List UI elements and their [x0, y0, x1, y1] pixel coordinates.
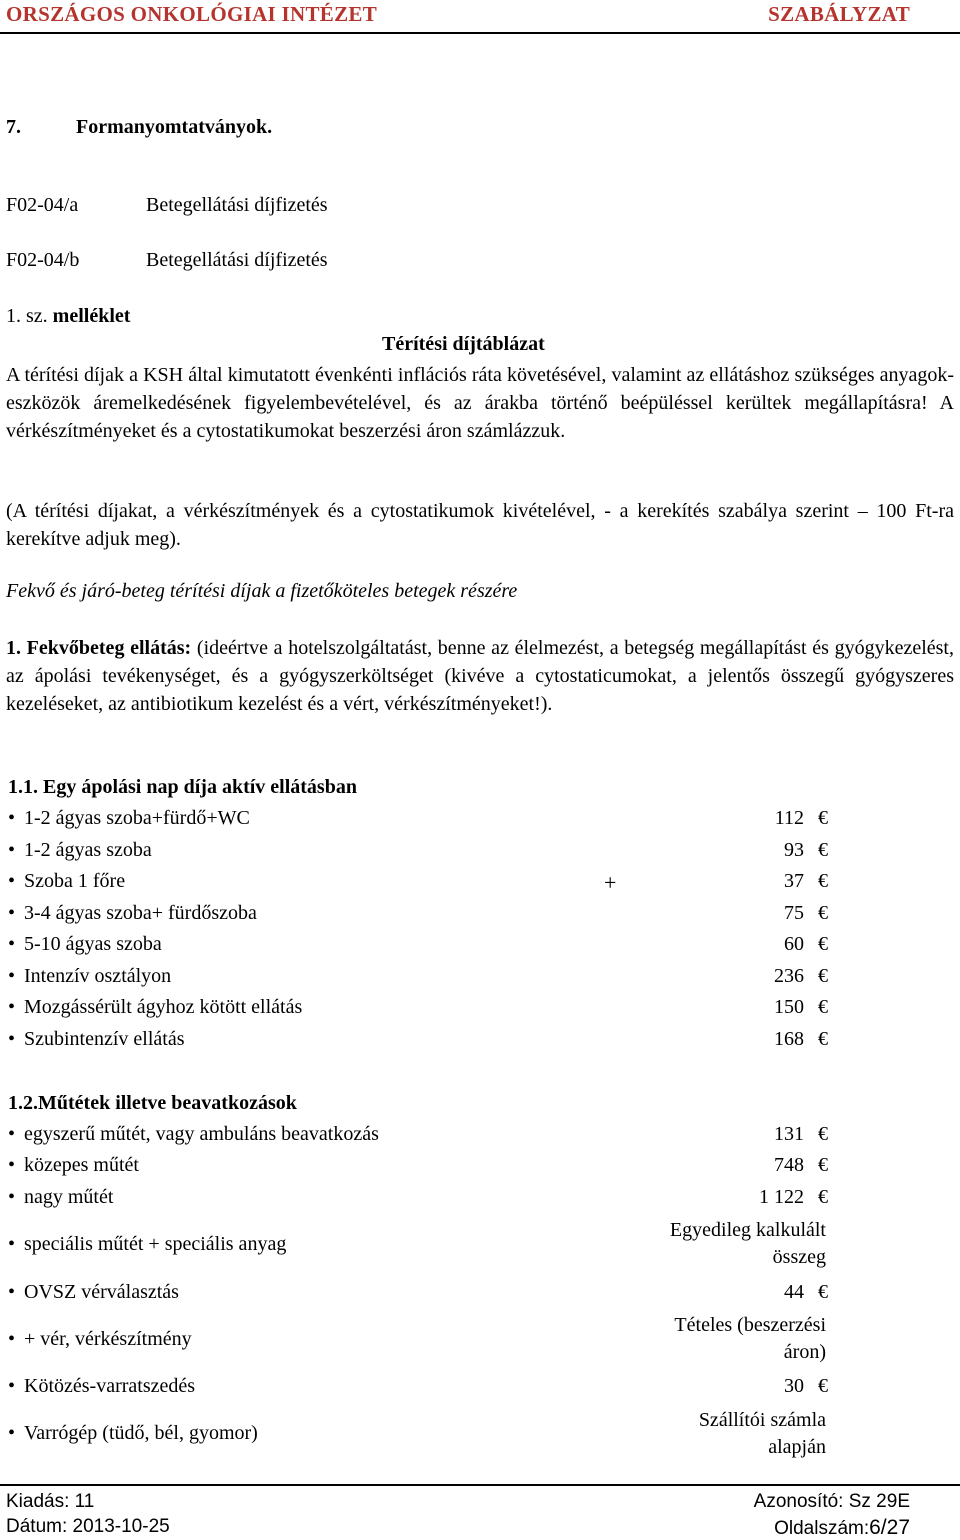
inpatient-text: (ideértve a hotelszolgáltatást, benne az élelmezést, a betegség megállapítást és gyógykezelést, az ápolási tevékenységet, és a gyógyszerköltséget (kivéve a cytostaticumokat, a jelentős összegű gyógyszeres kezeléseket, az antibiotikum kezelést és a vért, vérkészítményeket!).	[6, 637, 954, 715]
item-value: 60	[784, 933, 804, 955]
item-label: Szubintenzív ellátás	[24, 1028, 185, 1050]
list-item	[8, 839, 828, 869]
footer-divider	[0, 1484, 960, 1486]
rounding-note: (A térítési díjakat, a vérkészítmények és a cytostatikumok kivételével, - a kerekítés szabálya szerint – 100 Ft-ra kerekítve adjuk meg).	[6, 500, 954, 550]
bullet: •	[8, 1123, 16, 1145]
euro-icon: €	[818, 1375, 828, 1397]
euro-icon: €	[818, 1123, 828, 1145]
list-item	[8, 1375, 828, 1405]
item-value: 75	[784, 902, 804, 924]
section-number: 7.	[6, 116, 21, 138]
item-value: 748	[774, 1154, 804, 1176]
bullet: •	[8, 1233, 16, 1255]
form-code-a: F02-04/a	[6, 194, 79, 216]
item-value: 168	[774, 1028, 804, 1050]
item-value: 44	[784, 1281, 804, 1303]
form-name-a: Betegellátási díjfizetés	[146, 194, 328, 216]
euro-icon: €	[818, 1281, 828, 1303]
annex-title: Térítési díjtáblázat	[382, 333, 545, 355]
s11-title: 1.1. Egy ápolási nap díja aktív ellátásban	[8, 776, 357, 798]
list-item	[8, 902, 828, 932]
item-label: nagy műtét	[24, 1186, 114, 1208]
document-type: SZABÁLYZAT	[768, 2, 910, 26]
list-item	[8, 807, 828, 837]
bullet: •	[8, 1328, 16, 1350]
bullet: •	[8, 902, 16, 924]
item-value-multiline	[699, 1407, 826, 1461]
bullet: •	[8, 839, 16, 861]
item-value-multiline	[670, 1217, 826, 1271]
inpatient-paragraph	[6, 634, 954, 718]
footer-page-value: 6/27	[869, 1516, 910, 1539]
page-header	[0, 0, 960, 34]
item-label: speciális műtét + speciális anyag	[24, 1233, 287, 1255]
item-label: Kötözés-varratszedés	[24, 1375, 196, 1397]
item-value-line: alapján	[768, 1436, 826, 1458]
footer-page-label: Oldalszám:	[774, 1518, 870, 1539]
footer-page	[774, 1516, 910, 1540]
list-item	[8, 1123, 828, 1153]
item-label: közepes műtét	[24, 1154, 139, 1176]
annex-label-prefix: 1. sz.	[6, 305, 48, 327]
item-label: Varrógép (tüdő, bél, gyomor)	[24, 1422, 258, 1444]
item-value-line: Szállítói számla	[698, 1409, 826, 1431]
item-value: 150	[774, 996, 804, 1018]
item-value-line: Tételes (beszerzési	[674, 1314, 826, 1336]
item-label: + vér, vérkészítmény	[24, 1328, 192, 1350]
euro-icon: €	[818, 933, 828, 955]
section-title: Formanyomtatványok.	[76, 116, 273, 138]
form-code-b: F02-04/b	[6, 249, 80, 271]
fee-subheading: Fekvő és járó-beteg térítési díjak a fizetőköteles betegek részére	[6, 580, 518, 602]
item-value: 112	[774, 807, 804, 829]
euro-icon: €	[818, 1154, 828, 1176]
euro-icon: €	[818, 965, 828, 987]
institute-name: ORSZÁGOS ONKOLÓGIAI INTÉZET	[6, 2, 378, 26]
item-value: 1 122	[759, 1186, 804, 1208]
item-label: 5-10 ágyas szoba	[24, 933, 162, 955]
bullet: •	[8, 996, 16, 1018]
item-label: OVSZ vérválasztás	[24, 1281, 179, 1303]
bullet: •	[8, 965, 16, 987]
item-value-multiline	[674, 1312, 826, 1366]
euro-icon: €	[818, 996, 828, 1018]
footer-date: Dátum: 2013-10-25	[6, 1516, 170, 1537]
bullet: •	[8, 1375, 16, 1397]
footer-issue: Kiadás: 11	[6, 1491, 95, 1512]
euro-icon: €	[818, 1028, 828, 1050]
bullet: •	[8, 1281, 16, 1303]
item-value-line: összeg	[772, 1246, 826, 1268]
item-value-line: áron)	[783, 1341, 826, 1363]
list-item	[8, 1281, 828, 1311]
list-item	[8, 1154, 828, 1184]
item-label: 1-2 ágyas szoba	[24, 839, 152, 861]
inpatient-lead: 1. Fekvőbeteg ellátás:	[6, 637, 192, 659]
item-value: 131	[774, 1123, 804, 1145]
intro-paragraph: A térítési díjak a KSH által kimutatott évenkénti inflációs ráta követésével, valamint az ellátáshoz szükséges anyagok-eszközök áremelkedésének figyelembevételével, és az árakba történő beépüléssel kerültek megállapításra! A vérkészítményeket és a cytostatikumokat beszerzési áron számlázzuk.	[6, 364, 954, 442]
bullet: •	[8, 807, 16, 829]
list-item	[8, 1186, 828, 1216]
item-value: 236	[774, 965, 804, 987]
item-value: 93	[784, 839, 804, 861]
s12-title: 1.2.Műtétek illetve beavatkozások	[8, 1092, 297, 1114]
form-name-b: Betegellátási díjfizetés	[146, 249, 328, 271]
item-label: Szoba 1 főre	[24, 870, 126, 892]
bullet: •	[8, 1422, 16, 1444]
annex-label-suffix: melléklet	[47, 305, 131, 327]
list-item	[8, 870, 828, 900]
bullet: •	[8, 933, 16, 955]
item-value-line: Egyedileg kalkulált	[669, 1219, 826, 1241]
plus-sign: +	[604, 870, 617, 895]
euro-icon: €	[818, 870, 828, 892]
bullet: •	[8, 1154, 16, 1176]
euro-icon: €	[818, 1186, 828, 1208]
item-label: 1-2 ágyas szoba+fürdő+WC	[24, 807, 250, 829]
item-label: 3-4 ágyas szoba+ fürdőszoba	[24, 902, 257, 924]
item-label: Intenzív osztályon	[24, 965, 172, 987]
bullet: •	[8, 1186, 16, 1208]
bullet: •	[8, 1028, 16, 1050]
bullet: •	[8, 870, 16, 892]
list-item	[8, 996, 828, 1026]
item-value: 37	[784, 870, 804, 892]
list-item	[8, 933, 828, 963]
item-label: egyszerű műtét, vagy ambuláns beavatkozás	[24, 1123, 379, 1145]
footer-id: Azonosító: Sz 29E	[753, 1491, 910, 1512]
euro-icon: €	[818, 839, 828, 861]
item-label: Mozgássérült ágyhoz kötött ellátás	[24, 996, 303, 1018]
euro-icon: €	[818, 807, 828, 829]
list-item	[8, 1028, 828, 1058]
euro-icon: €	[818, 902, 828, 924]
list-item	[8, 965, 828, 995]
item-value: 30	[784, 1375, 804, 1397]
annex-label	[6, 305, 130, 328]
